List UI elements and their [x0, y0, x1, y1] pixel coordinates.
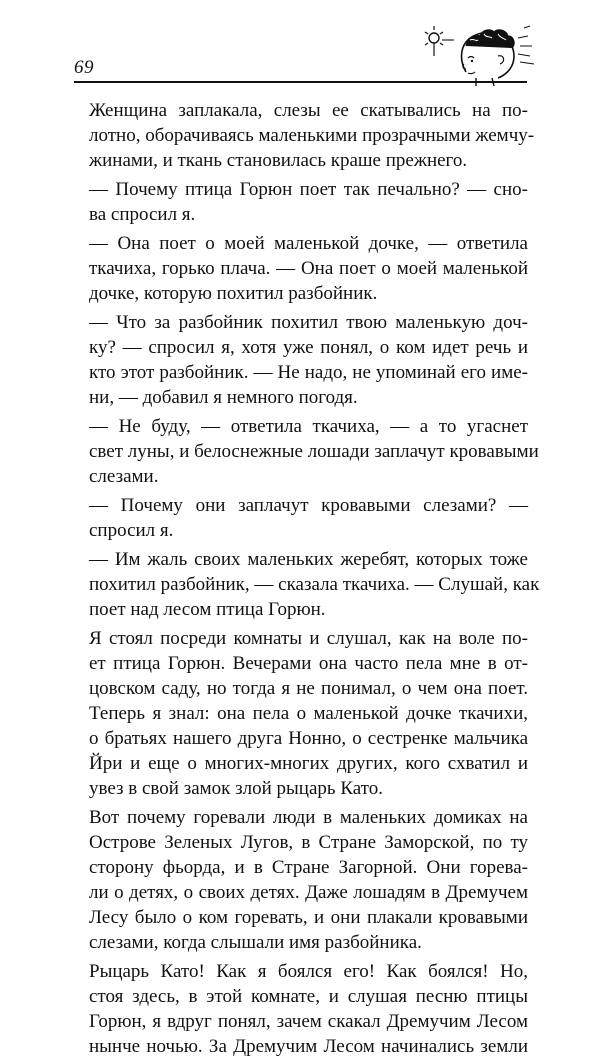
- text-line: ни, — добавил я немного погодя.: [89, 387, 358, 408]
- text-line: сторону фьорда, и в Стране Загорной. Они горева-: [89, 857, 528, 878]
- text-line: спросил я.: [89, 520, 174, 541]
- text-line: Лесу было о ком горевать, и они плакали кровавыми: [89, 907, 528, 928]
- text-line: Теперь я знал: она пела о маленькой дочке ткачихи,: [89, 703, 528, 724]
- text-line: ет птица Горюн. Вечерами она часто пела мне в от-: [89, 653, 528, 674]
- text-line: увез в свой замок злой рыцарь Като.: [89, 778, 383, 799]
- text-line: — Что за разбойник похитил твою маленькую доч-: [89, 312, 528, 333]
- text-line: о братьях нашего друга Нонно, о сестренке мальчика: [89, 728, 528, 749]
- text-line: дочке, которую похитил разбойник.: [89, 283, 378, 304]
- text-line: Рыцарь Като! Как я боялся его! Как боялся! Но,: [89, 961, 528, 982]
- boy-head-illustration-icon: [420, 16, 540, 88]
- text-line: стоя здесь, в этой комнате, и слушая песню птицы: [89, 986, 528, 1007]
- text-line: ткачиха, горько плача. — Она поет о моей маленькой: [89, 258, 528, 279]
- paragraph: [89, 98, 535, 173]
- text-line: свет луны, и белоснежные лошади заплачут кровавыми: [89, 441, 539, 462]
- text-line: жинами, и ткань становилась краше прежнего.: [89, 150, 468, 171]
- paragraph: [89, 493, 528, 543]
- text-line: Женщина заплакала, слезы ее скатывались на по-: [89, 100, 528, 121]
- paragraph: [89, 310, 528, 410]
- header-rule: [74, 81, 527, 83]
- text-line: — Почему они заплачут кровавыми слезами? —: [89, 495, 528, 516]
- paragraph: [89, 805, 528, 955]
- text-line: Горюн, я вдруг понял, зачем скакал Дремучим Лесом: [89, 1011, 528, 1032]
- paragraph: [89, 414, 539, 489]
- text-line: Вот почему горевали люди в маленьких домиках на: [89, 807, 528, 828]
- body-text: [89, 98, 540, 1063]
- text-line: — Им жаль своих маленьких жеребят, которых тоже: [89, 549, 528, 570]
- text-line: цовском саду, но тогда я не понимал, о чем она поет.: [89, 678, 528, 699]
- text-line: ли о детях, о своих детях. Даже лошадям в Дремучем: [89, 882, 528, 903]
- text-line: лотно, оборачиваясь маленькими прозрачными жемчу-: [89, 125, 535, 146]
- text-line: слезами, когда слышали имя разбойника.: [89, 932, 422, 953]
- text-line: похитил разбойник, — сказала ткачиха. — Слушай, как: [89, 574, 540, 595]
- paragraph: [89, 547, 540, 622]
- text-line: — Она поет о моей маленькой дочке, — ответила: [89, 233, 528, 254]
- paragraph: [89, 626, 528, 801]
- text-line: Острове Зеленых Лугов, в Стране Заморской, по ту: [89, 832, 528, 853]
- text-line: ку? — спросил я, хотя уже понял, о ком идет речь и: [89, 337, 528, 358]
- text-line: поет над лесом птица Горюн.: [89, 599, 326, 620]
- page-number: 69: [74, 57, 94, 78]
- paragraph: [89, 959, 528, 1059]
- text-line: — Почему птица Горюн поет так печально? — сно-: [89, 179, 528, 200]
- paragraph: [89, 177, 528, 227]
- text-line: слезами.: [89, 466, 159, 487]
- text-line: Йри и еще о многих-многих других, кого схватил и: [89, 753, 528, 774]
- paragraph: [89, 231, 528, 306]
- text-line: нынче ночью. За Дремучим Лесом начинались земли: [89, 1036, 528, 1057]
- text-line: кто этот разбойник. — Не надо, не упоминай его име-: [89, 362, 528, 383]
- text-line: — Не буду, — ответила ткачиха, — а то угаснет: [89, 416, 528, 437]
- text-line: ва спросил я.: [89, 204, 196, 225]
- text-line: Я стоял посреди комнаты и слушал, как на воле по-: [89, 628, 528, 649]
